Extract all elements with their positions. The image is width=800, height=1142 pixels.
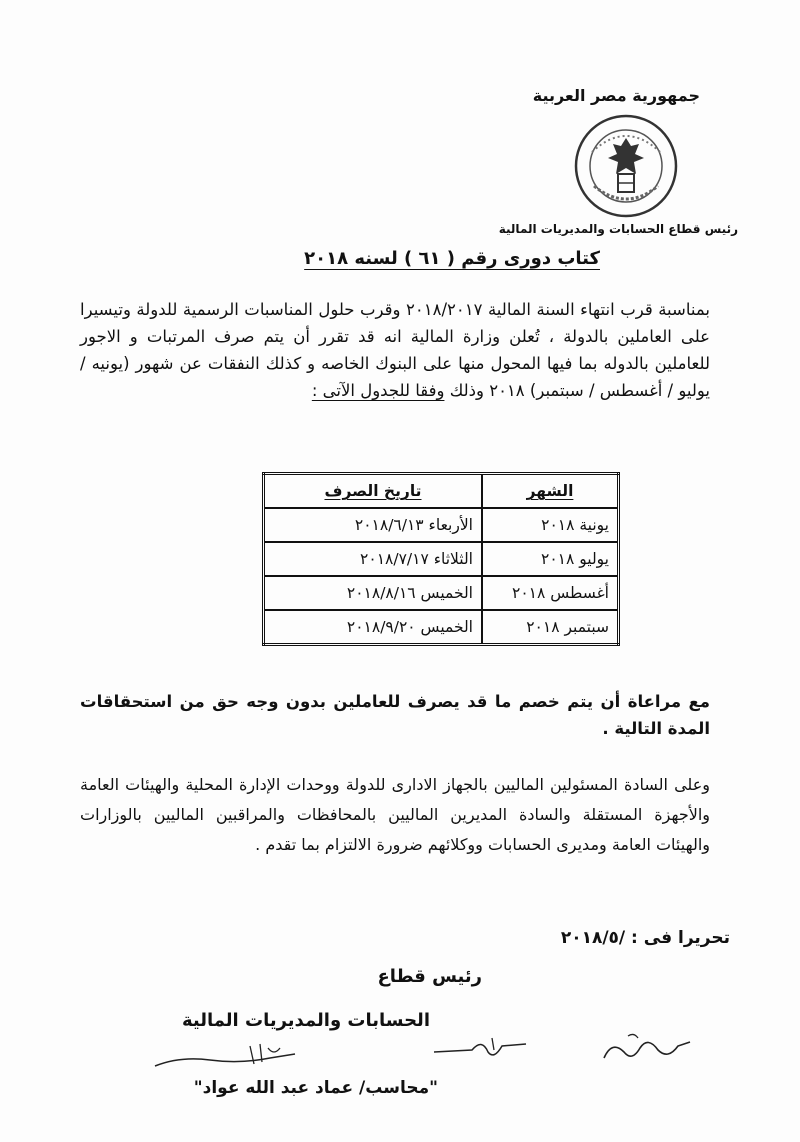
instruction-paragraph: وعلى السادة المسئولين الماليين بالجهاز الادارى للدولة ووحدات الإدارة المحلية والهيئات العامة والأجهزة المستقلة والسادة المديرين الماليين بالمحافظات والمراقبين الماليين بالوزارات والهيئات العامة ومديرى الحسابات ووكلائهم ضرورة الالتزام بما تقدم . (80, 775, 710, 854)
intro-text: بمناسبة قرب انتهاء السنة المالية ٢٠١٨/٢٠١٧ وقرب حلول المناسبات الرسمية للدولة وتيسيرا على العاملين بالدولة ، تُعلن وزارة المالية انه قد تقرر أن يتم صرف المرتبات و الاجور للعاملين بالدوله بما فيها المحول منها على البنوك الخاصه و كذلك النفقات عن شهور (يونيه / يوليو / أغسطس / سبتمبر) ٢٠١٨ وذلك (80, 300, 710, 400)
column-header-month: الشهر (482, 474, 619, 509)
handwritten-signature-icon (150, 1036, 300, 1080)
circular-title: كتاب دورى رقم ( ٦١ ) لسنه ٢٠١٨ (304, 248, 600, 269)
reviewer-signature-icon (598, 1030, 694, 1070)
ministry-seal-icon (572, 112, 680, 220)
cell-month: يونية ٢٠١٨ (482, 508, 619, 542)
intro-paragraph (80, 296, 710, 404)
cell-date: الخميس ٢٠١٨/٩/٢٠ (264, 610, 483, 645)
column-header-date: تاريخ الصرف (264, 474, 483, 509)
header-sector: رئيس قطاع الحسابات والمديريات المالية (498, 222, 738, 236)
cell-date: الثلاثاء ٢٠١٨/٧/١٧ (264, 542, 483, 576)
initials-signature-icon (432, 1034, 528, 1064)
table-row (264, 508, 619, 542)
cell-date: الخميس ٢٠١٨/٨/١٦ (264, 576, 483, 610)
table-row (264, 542, 619, 576)
signatory-title-line2: الحسابات والمديريات المالية (181, 1010, 430, 1031)
table-row (264, 576, 619, 610)
intro-underlined-text: وفقا للجدول الآتى : (311, 381, 445, 400)
table-row (264, 610, 619, 645)
cell-month: أغسطس ٢٠١٨ (482, 576, 619, 610)
cell-month: سبتمبر ٢٠١٨ (482, 610, 619, 645)
signatory-title-line1: رئيس قطاع (377, 966, 482, 987)
cell-date: الأربعاء ٢٠١٨/٦/١٣ (264, 508, 483, 542)
table-header-row (264, 474, 619, 509)
header-country: جمهورية مصر العربية (532, 86, 700, 105)
signatory-name: "محاسب/ عماد عبد الله عواد" (193, 1078, 438, 1098)
cell-month: يوليو ٢٠١٨ (482, 542, 619, 576)
dated-line: تحريرا فى : /٢٠١٨/٥ (560, 928, 730, 948)
deduction-note: مع مراعاة أن يتم خصم ما قد يصرف للعاملين بدون وجه حق من استحقاقات المدة التالية . (80, 692, 710, 738)
payment-schedule-table (262, 472, 620, 646)
